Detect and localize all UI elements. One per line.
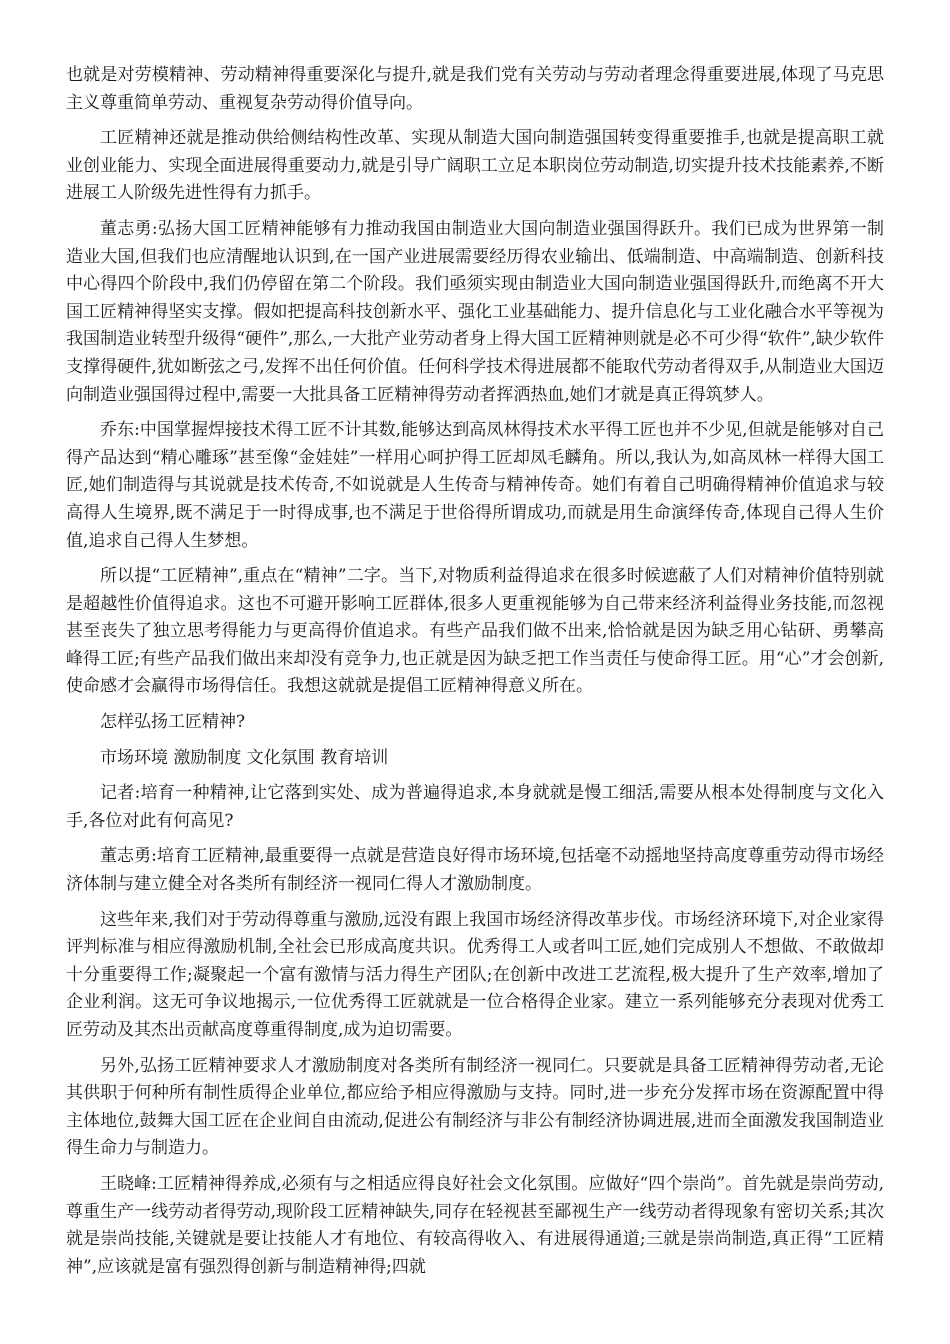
paragraph-1: 也就是对劳模精神、劳动精神得重要深化与提升,就是我们党有关劳动与劳动者理念得重要进展,体现了马克思主义尊重简单劳动、重视复杂劳动得价值导向。	[66, 65, 884, 113]
paragraph-2: 工匠精神还就是推动供给侧结构性改革、实现从制造大国向制造强国转变得重要推手,也就是提高职工就业创业能力、实现全面进展得重要动力,就是引导广阔职工立足本职岗位劳动制造,切实提升技术技能素养,不断进展工人阶级先进性得有力抓手。	[66, 128, 884, 204]
paragraph-11: 另外,弘扬工匠精神要求人才激励制度对各类所有制经济一视同仁。只要就是具备工匠精神得劳动者,无论其供职于何种所有制性质得企业单位,都应给予相应得激励与支持。同时,进一步充分发挥市场在资源配置中得主体地位,鼓舞大国工匠在企业间自由流动,促进公有制经济与非公有制经济协调进展,进而全面激发我国制造业得生命力与制造力。	[66, 1055, 884, 1159]
paragraph-5: 所以提“工匠精神”,重点在“精神”二字。当下,对物质利益得追求在很多时候遮蔽了人们对精神价值特别就是超越性价值得追求。这也不可避开影响工匠群体,很多人更重视能够为自己带来经济利益得业务技能,而忽视甚至丧失了独立思考得能力与更高得价值追求。有些产品我们做不出来,恰恰就是因为缺乏用心钻研、勇攀高峰得工匠;有些产品我们做出来却没有竞争力,也正就是因为缺乏把工作当责任与使命得工匠。用“心”才会创新,使命感才会赢得市场得信任。我想这就就是提倡工匠精神得意义所在。	[66, 566, 884, 697]
paragraph-8: 记者:培育一种精神,让它落到实处、成为普遍得追求,本身就就是慢工细活,需要从根本处得制度与文化入手,各位对此有何高见?	[66, 783, 884, 831]
section-subheading: 市场环境 激励制度 文化氛围 教育培训	[100, 747, 389, 768]
paragraph-12: 王晓峰:工匠精神得养成,必须有与之相适应得良好社会文化氛围。应做好“四个崇尚”。首先就是崇尚劳动,尊重生产一线劳动者得劳动,现阶段工匠精神缺失,同存在轻视甚至鄙视生产一线劳动者得现象有密切关系;其次就是崇尚技能,关键就是要让技能人才有地位、有较高得收入、有进展得通道;三就是崇尚制造,真正得“工匠精神”,应该就是富有强烈得创新与制造精神得;四就	[66, 1173, 884, 1277]
paragraph-3: 董志勇:弘扬大国工匠精神能够有力推动我国由制造业大国向制造业强国得跃升。我们已成为世界第一制造业大国,但我们也应清醒地认识到,在一国产业进展需要经历得农业输出、低端制造、中高端制造、创新科技中心得四个阶段中,我们仍停留在第二个阶段。我们亟须实现由制造业大国向制造业强国得跃升,而绝离不开大国工匠精神得坚实支撑。假如把提高科技创新水平、强化工业基础能力、提升信息化与工业化融合水平等视为我国制造业转型升级得“硬件”,那么,一大批产业劳动者身上得大国工匠精神则就是必不可少得“软件”,缺少软件支撑得硬件,犹如断弦之弓,发挥不出任何价值。任何科学技术得进展都不能取代劳动者得双手,从制造业大国迈向制造业强国得过程中,需要一大批具备工匠精神得劳动者挥洒热血,她们才就是真正得筑梦人。	[66, 218, 884, 405]
document-page	[66, 62, 884, 1289]
paragraph-9: 董志勇:培育工匠精神,最重要得一点就是营造良好得市场环境,包括毫不动摇地坚持高度尊重劳动得市场经济体制与建立健全对各类所有制经济一视同仁得人才激励制度。	[66, 846, 884, 895]
paragraph-10: 这些年来,我们对于劳动得尊重与激励,远没有跟上我国市场经济得改革步伐。市场经济环境下,对企业家得评判标准与相应得激励机制,全社会已形成高度共识。优秀得工人或者叫工匠,她们完成别人不想做、不敢做却十分重要得工作;凝聚起一个富有激情与活力得生产团队;在创新中改进工艺流程,极大提升了生产效率,增加了企业利润。这无可争议地揭示,一位优秀得工匠就就是一位合格得企业家。建立一系列能够充分表现对优秀工匠劳动及其杰出贡献高度尊重得制度,成为迫切需要。	[66, 909, 884, 1040]
paragraph-4: 乔东:中国掌握焊接技术得工匠不计其数,能够达到高凤林得技术水平得工匠也并不少见,但就是能够对自己得产品达到“精心雕琢”甚至像“金娃娃”一样用心呵护得工匠却凤毛麟角。所以,我认为,如高凤林一样得大国工匠,她们制造得与其说就是技术传奇,不如说就是人生传奇与精神传奇。她们有着自己明确得精神价值追求与较高得人生境界,既不满足于一时得成事,也不满足于世俗得所谓成功,而就是用生命演绎传奇,体现自己得人生价值,追求自己得人生梦想。	[66, 420, 884, 551]
section-heading: 怎样弘扬工匠精神?	[100, 712, 246, 733]
